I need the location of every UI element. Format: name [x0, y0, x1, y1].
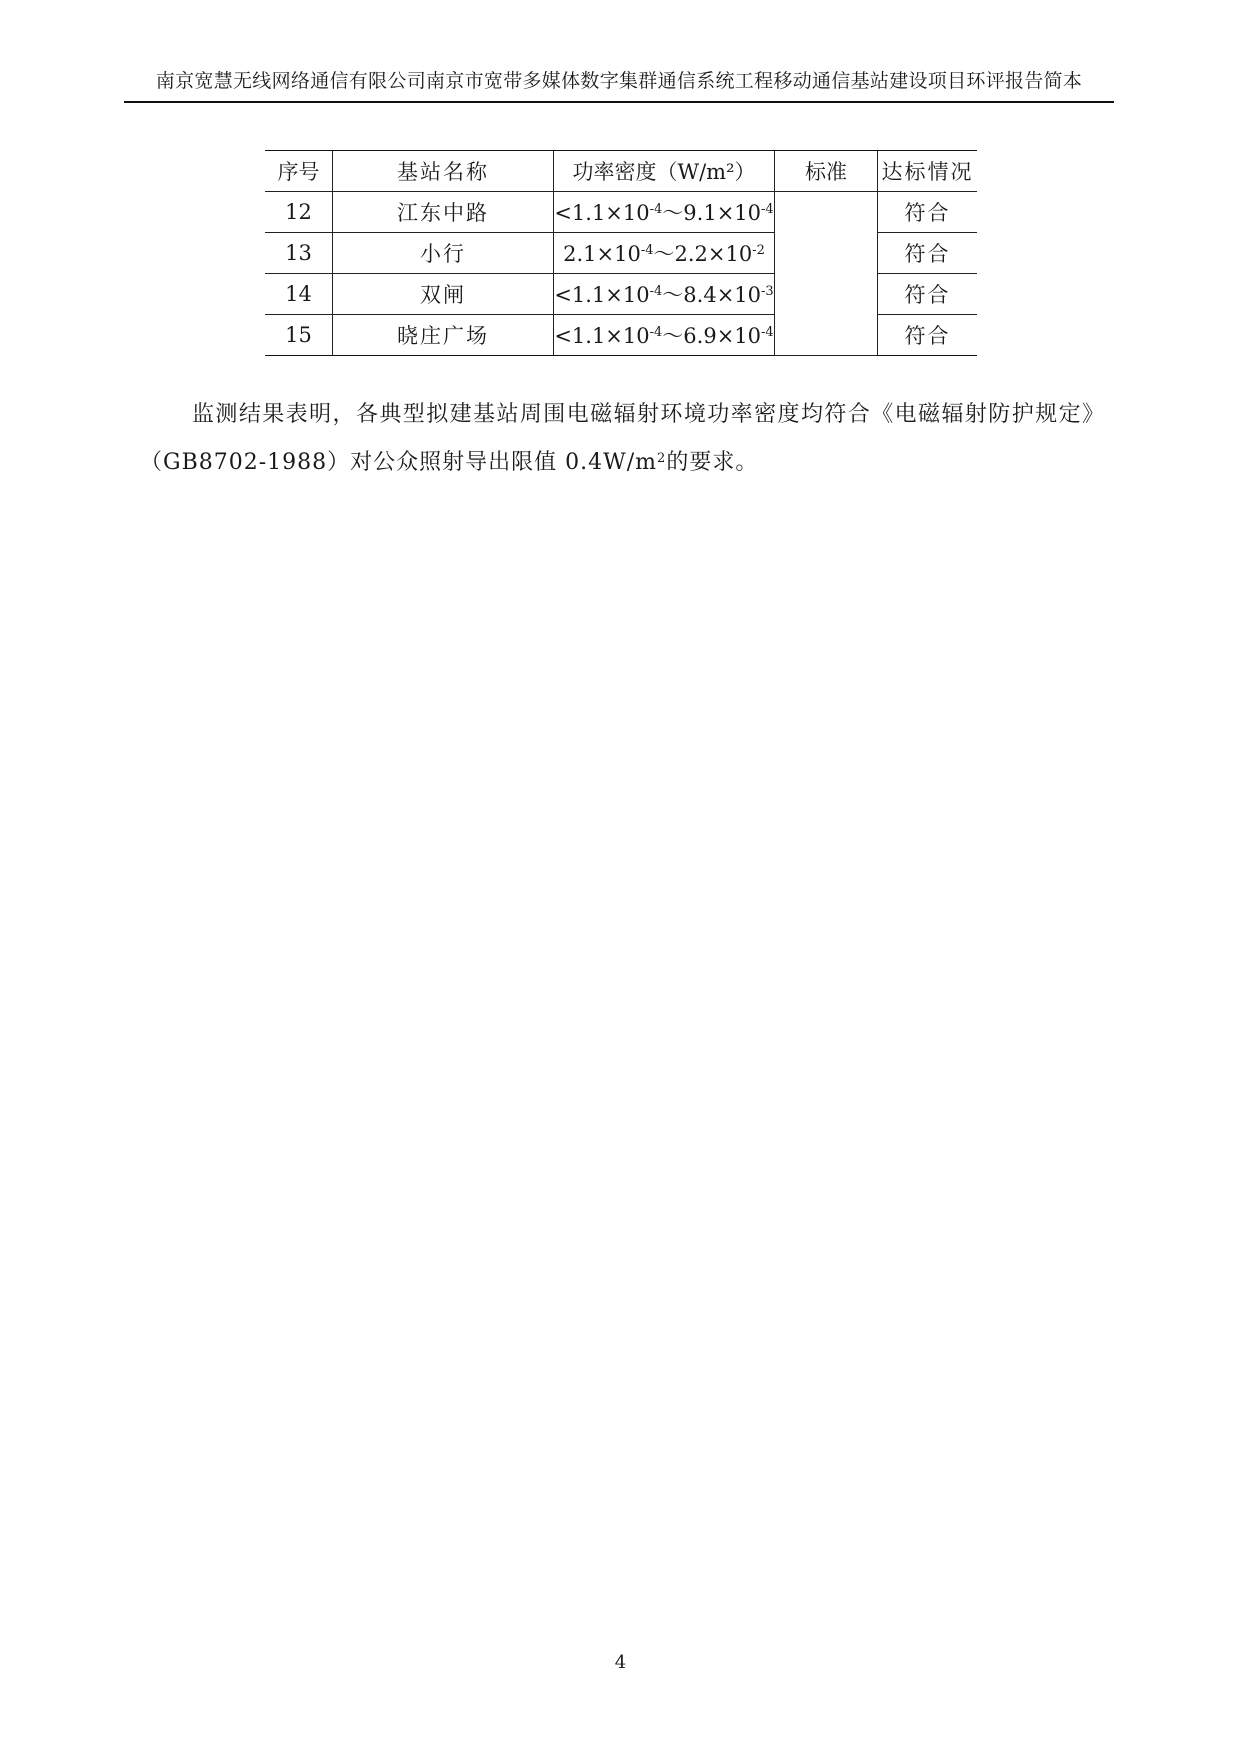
monitoring-table: [265, 150, 977, 356]
power-density: $<1.1\times 10^{-4}\sim 6.9\times 10^{-4}$: [554, 315, 775, 356]
station-name: 双闸: [333, 274, 554, 315]
compliance-result: 符合: [878, 192, 978, 233]
column-header: 达标情况: [878, 151, 978, 192]
conclusion-text: 监测结果表明，各典型拟建基站周围电磁辐射环境功率密度均符合《电磁辐射防护规定》（GB8702-1988）对公众照射导出限值 $0.4W/m^2$的要求。: [140, 402, 1105, 475]
conclusion-paragraph: [140, 391, 1105, 487]
row-number: 13: [265, 233, 333, 274]
table-header-row: [265, 151, 977, 192]
station-name: 小行: [333, 233, 554, 274]
compliance-result: 符合: [878, 233, 978, 274]
power-density: $2.1\times 10^{-4}\sim 2.2\times 10^{-2}$: [554, 233, 775, 274]
station-name: 江东中路: [333, 192, 554, 233]
column-header: 标准: [775, 151, 878, 192]
compliance-result: 符合: [878, 315, 978, 356]
running-header: 南京宽慧无线网络通信有限公司南京市宽带多媒体数字集群通信系统工程移动通信基站建设项目环评报告简本: [155, 70, 1083, 92]
station-name: 晓庄广场: [333, 315, 554, 356]
compliance-result: 符合: [878, 274, 978, 315]
row-number: 15: [265, 315, 333, 356]
row-number: 14: [265, 274, 333, 315]
column-header: 序号: [265, 151, 333, 192]
table-row: [265, 192, 977, 233]
power-density: $<1.1\times 10^{-4}\sim 8.4\times 10^{-3}$: [554, 274, 775, 315]
column-header: 功率密度（W/m²）: [554, 151, 775, 192]
standard-cell: [775, 192, 878, 356]
header-rule: [124, 101, 1114, 103]
row-number: 12: [265, 192, 333, 233]
power-density: $<1.1\times 10^{-4}\sim 9.1\times 10^{-4}$: [554, 192, 775, 233]
page-number: 4: [614, 1652, 627, 1673]
column-header: 基站名称: [333, 151, 554, 192]
